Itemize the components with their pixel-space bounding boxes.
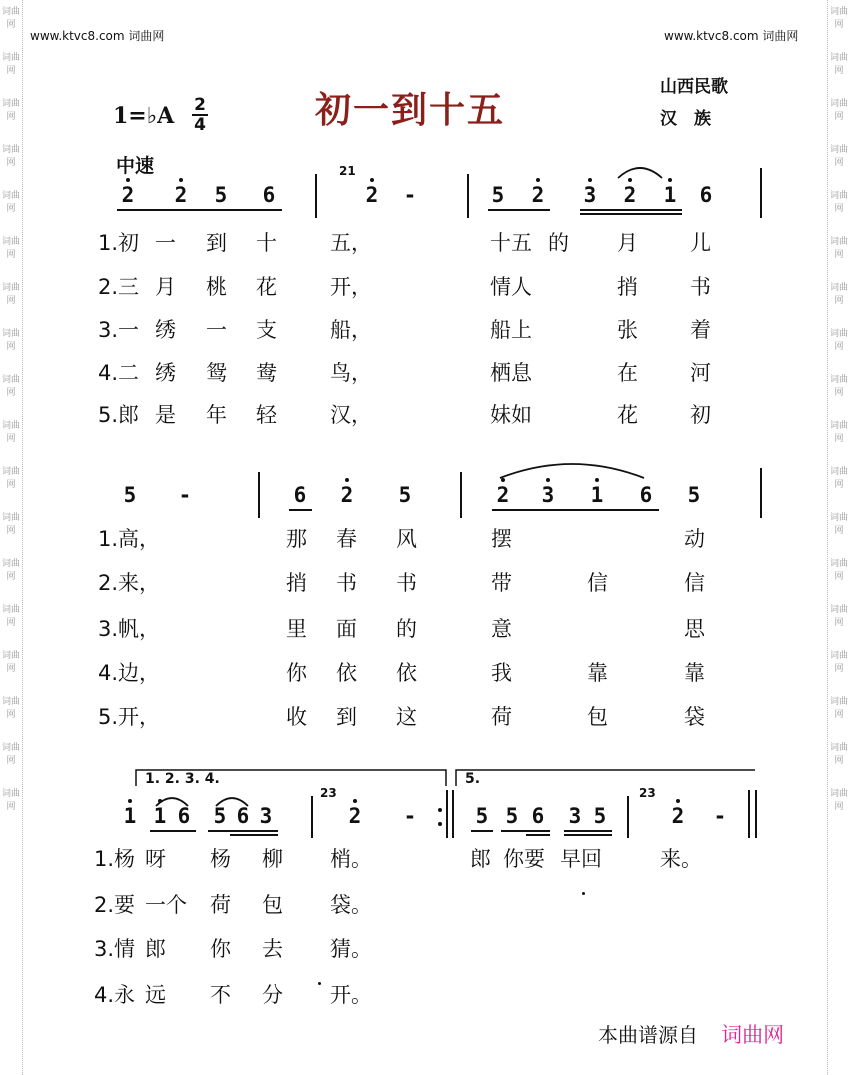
- note: 5: [505, 804, 519, 828]
- time-numerator: 2: [194, 95, 206, 115]
- lyric-syllable: 月: [155, 275, 176, 299]
- lyric-syllable: 一: [155, 231, 176, 255]
- lyric-syllable: 不: [210, 983, 231, 1007]
- side-watermark-text: 词曲网: [1, 697, 20, 720]
- note: -: [403, 183, 417, 207]
- lyric-syllable: 意: [491, 617, 512, 641]
- lyric-syllable: 面: [336, 617, 357, 641]
- side-watermark-text: 词曲网: [829, 743, 848, 766]
- grace-notes: 21: [339, 164, 356, 178]
- side-watermark-text: 词曲网: [829, 651, 848, 674]
- lyric-syllable: 来。: [660, 847, 702, 871]
- note: 1: [153, 804, 167, 828]
- lyric-syllable: 5.郎: [98, 403, 140, 427]
- side-watermark-text: 词曲网: [1, 467, 20, 490]
- lyric-syllable: 捎: [286, 571, 307, 595]
- lyric-syllable: 鸟，: [330, 361, 372, 385]
- lyric-syllable: 鸯: [256, 361, 277, 385]
- side-watermark-text: 词曲网: [1, 145, 20, 168]
- lyric-syllable: 2.来，: [98, 571, 161, 595]
- side-watermark-text: 词曲网: [1, 605, 20, 628]
- lyric-syllable: 带: [491, 571, 512, 595]
- side-watermark-text: 词曲网: [829, 513, 848, 536]
- footer-source-site: 词曲网: [721, 1023, 785, 1047]
- lyric-syllable: 信: [587, 571, 608, 595]
- note: 6: [262, 183, 276, 207]
- lyric-syllable: 摆: [491, 527, 512, 551]
- side-watermark-text: 词曲网: [1, 743, 20, 766]
- lyric-syllable: 1.杨: [94, 847, 136, 871]
- lyric-syllable: 月: [617, 231, 638, 255]
- lyric-syllable: 猜。: [330, 937, 372, 961]
- side-watermark-text: 词曲网: [829, 191, 848, 214]
- lyric-syllable: 2.要: [94, 893, 136, 917]
- note: 1: [590, 483, 604, 507]
- lyric-syllable: 张: [617, 318, 638, 342]
- lyric-syllable: 开，: [330, 275, 372, 299]
- lyric-syllable: 荷: [210, 893, 231, 917]
- watermark-site: 词曲网: [128, 29, 165, 43]
- side-watermark-text: 词曲网: [829, 329, 848, 352]
- lyric-syllable: 动: [684, 527, 705, 551]
- lyric-syllable: 依: [396, 661, 417, 685]
- lyric-syllable: 书: [396, 571, 417, 595]
- side-watermark-text: 词曲网: [829, 421, 848, 444]
- lyric-syllable: 4.边，: [98, 661, 161, 685]
- lyric-syllable: 汉，: [330, 403, 372, 427]
- side-watermark-text: 词曲网: [1, 99, 20, 122]
- lyric-syllable: 书: [690, 275, 711, 299]
- slur: [216, 798, 248, 806]
- note: 2: [671, 804, 685, 828]
- side-watermark-text: 词曲网: [829, 375, 848, 398]
- lyric-syllable: 袋。: [330, 893, 372, 917]
- side-watermark-text: 词曲网: [1, 191, 20, 214]
- lyric-syllable: 1.高，: [98, 527, 161, 551]
- note: 3: [259, 804, 273, 828]
- lyric-syllable: 风: [396, 527, 417, 551]
- slur: [618, 168, 662, 178]
- lyric-syllable: 到: [336, 705, 357, 729]
- watermark-url: www.ktvc8.com: [664, 29, 759, 43]
- note: 2: [531, 183, 545, 207]
- slur: [500, 464, 644, 478]
- lyric-syllable: 郎: [470, 847, 491, 871]
- lyric-syllable: 靠: [684, 661, 705, 685]
- note: 5: [475, 804, 489, 828]
- lyric-syllable: 靠: [587, 661, 608, 685]
- note: 6: [177, 804, 191, 828]
- note: 2: [365, 183, 379, 207]
- key-signature: 1=♭A: [113, 103, 175, 129]
- lyric-syllable: 这: [396, 705, 417, 729]
- note: 2: [121, 183, 135, 207]
- note: 6: [531, 804, 545, 828]
- side-watermark-text: 词曲网: [1, 53, 20, 76]
- note: 6: [293, 483, 307, 507]
- lyric-syllable: 去: [262, 937, 283, 961]
- lyric-syllable: 杨: [210, 847, 231, 871]
- lyric-syllable: 栖息: [490, 361, 532, 385]
- lyric-syllable: 思: [684, 617, 705, 641]
- lyric-syllable: 花: [617, 403, 638, 427]
- lyric-syllable: 4.二: [98, 361, 140, 385]
- side-watermark-text: 词曲网: [829, 7, 848, 30]
- note: 2: [348, 804, 362, 828]
- lyric-syllable: 开。: [330, 983, 372, 1007]
- lyric-syllable: 船上: [490, 318, 532, 342]
- note: 2: [340, 483, 354, 507]
- lyric-syllable: 信: [684, 571, 705, 595]
- tempo-marking: 中速: [116, 155, 155, 177]
- volta-bracket-2: [456, 770, 755, 786]
- lyric-syllable: 年: [206, 403, 227, 427]
- note: 2: [623, 183, 637, 207]
- lyric-syllable: 柳: [262, 847, 283, 871]
- side-watermark-text: 词曲网: [829, 559, 848, 582]
- song-ethnicity: 汉 族: [660, 109, 711, 129]
- side-watermark-text: 词曲网: [829, 99, 848, 122]
- lyric-syllable: 你: [210, 937, 231, 961]
- lyric-syllable: 花: [256, 275, 277, 299]
- note: -: [178, 483, 192, 507]
- lyric-syllable: 初: [690, 403, 711, 427]
- note: -: [403, 804, 417, 828]
- lyric-syllable: 1.初: [98, 231, 140, 255]
- side-watermark-text: 词曲网: [829, 697, 848, 720]
- note: 1: [123, 804, 137, 828]
- lyric-syllable: 我: [491, 661, 512, 685]
- side-watermark-text: 词曲网: [1, 421, 20, 444]
- note: 2: [174, 183, 188, 207]
- side-watermark-text: 词曲网: [829, 283, 848, 306]
- lyric-syllable: 那: [286, 527, 307, 551]
- note: -: [713, 804, 727, 828]
- lyric-syllable: 一个: [145, 893, 187, 917]
- slur: [156, 798, 188, 806]
- lyric-syllable: 早回: [560, 847, 602, 871]
- note: 6: [699, 183, 713, 207]
- lyric-syllable: 轻: [256, 403, 277, 427]
- side-watermark-text: 词曲网: [1, 559, 20, 582]
- lyric-syllable: 梢。: [330, 847, 372, 871]
- grace-notes: 23: [639, 786, 656, 800]
- lyric-syllable: 依: [336, 661, 357, 685]
- footer-source-label: 本曲谱源自: [598, 1023, 698, 1047]
- side-watermark-text: 词曲网: [1, 329, 20, 352]
- side-watermark-text: 词曲网: [1, 789, 20, 812]
- lyric-syllable: 包: [262, 893, 283, 917]
- lyric-syllable: 3.情: [94, 937, 136, 961]
- note: 5: [214, 183, 228, 207]
- time-denominator: 4: [194, 115, 206, 135]
- lyric-syllable: 情人: [490, 275, 532, 299]
- lyric-syllable: 船，: [330, 318, 372, 342]
- lyric-syllable: 妹如: [490, 403, 532, 427]
- lyric-syllable: 着: [690, 318, 711, 342]
- side-watermark-text: 词曲网: [1, 375, 20, 398]
- watermark-site: 词曲网: [762, 29, 799, 43]
- volta-label-1: 1. 2. 3. 4.: [145, 771, 220, 787]
- lyric-syllable: 十五: [490, 231, 532, 255]
- lyric-syllable: 五，: [330, 231, 372, 255]
- lyric-syllable: 十: [256, 231, 277, 255]
- lyric-syllable: 包: [587, 705, 608, 729]
- lyric-syllable: 你要: [503, 847, 545, 871]
- lyric-syllable: 3.一: [98, 318, 140, 342]
- lyric-syllable: 里: [286, 617, 307, 641]
- note: 6: [639, 483, 653, 507]
- lyric-syllable: 袋: [684, 705, 705, 729]
- note: 5: [491, 183, 505, 207]
- song-origin: 山西民歌: [660, 77, 728, 97]
- side-watermark-text: 词曲网: [1, 7, 20, 30]
- side-watermark-text: 词曲网: [829, 467, 848, 490]
- lyric-syllable: 支: [256, 318, 277, 342]
- side-watermark-text: 词曲网: [1, 651, 20, 674]
- side-watermark-text: 词曲网: [829, 789, 848, 812]
- side-watermark-text: 词曲网: [829, 237, 848, 260]
- side-watermark-text: 词曲网: [829, 605, 848, 628]
- lyric-syllable: 到: [206, 231, 227, 255]
- side-watermark-text: 词曲网: [1, 283, 20, 306]
- note: 3: [583, 183, 597, 207]
- lyric-syllable: 桃: [206, 275, 227, 299]
- lyric-syllable: 捎: [617, 275, 638, 299]
- note: 3: [568, 804, 582, 828]
- grace-notes: 23: [320, 786, 337, 800]
- note: 5: [123, 483, 137, 507]
- note: 5: [687, 483, 701, 507]
- side-watermark-text: 词曲网: [1, 237, 20, 260]
- song-title: 初一到十五: [315, 89, 506, 131]
- lyric-syllable: 鸳: [206, 361, 227, 385]
- lyric-syllable: 3.帆，: [98, 617, 161, 641]
- note: 5: [398, 483, 412, 507]
- lyric-syllable: 儿: [690, 231, 711, 255]
- watermark-url: www.ktvc8.com: [30, 29, 125, 43]
- lyric-syllable: 收: [286, 705, 307, 729]
- lyric-syllable: 绣: [155, 361, 176, 385]
- side-watermark-text: 词曲网: [1, 513, 20, 536]
- lyric-syllable: 绣: [155, 318, 176, 342]
- lyric-syllable: 远: [145, 983, 166, 1007]
- lyric-syllable: 2.三: [98, 275, 140, 299]
- volta-label-2: 5.: [465, 771, 481, 787]
- lyric-syllable: 你: [286, 661, 307, 685]
- lyric-syllable: 书: [336, 571, 357, 595]
- note: 3: [541, 483, 555, 507]
- note: 5: [593, 804, 607, 828]
- lyric-syllable: 春: [336, 527, 357, 551]
- note: 5: [213, 804, 227, 828]
- lyric-syllable: 郎: [145, 937, 166, 961]
- lyric-syllable: 一: [206, 318, 227, 342]
- lyric-syllable: 的: [396, 617, 417, 641]
- lyric-syllable: 分: [262, 983, 283, 1007]
- note: 6: [236, 804, 250, 828]
- lyric-syllable: 的: [548, 231, 569, 255]
- volta-bracket-1: [136, 770, 446, 786]
- lyric-syllable: 荷: [491, 705, 512, 729]
- lyric-syllable: 5.开，: [98, 705, 161, 729]
- side-watermark-text: 词曲网: [829, 145, 848, 168]
- note: 2: [496, 483, 510, 507]
- lyric-syllable: 河: [690, 361, 711, 385]
- lyric-syllable: 是: [155, 403, 176, 427]
- note: 1: [663, 183, 677, 207]
- lyric-syllable: 在: [617, 361, 638, 385]
- lyric-syllable: 呀: [145, 847, 166, 871]
- lyric-syllable: 4.永: [94, 983, 136, 1007]
- side-watermark-text: 词曲网: [829, 53, 848, 76]
